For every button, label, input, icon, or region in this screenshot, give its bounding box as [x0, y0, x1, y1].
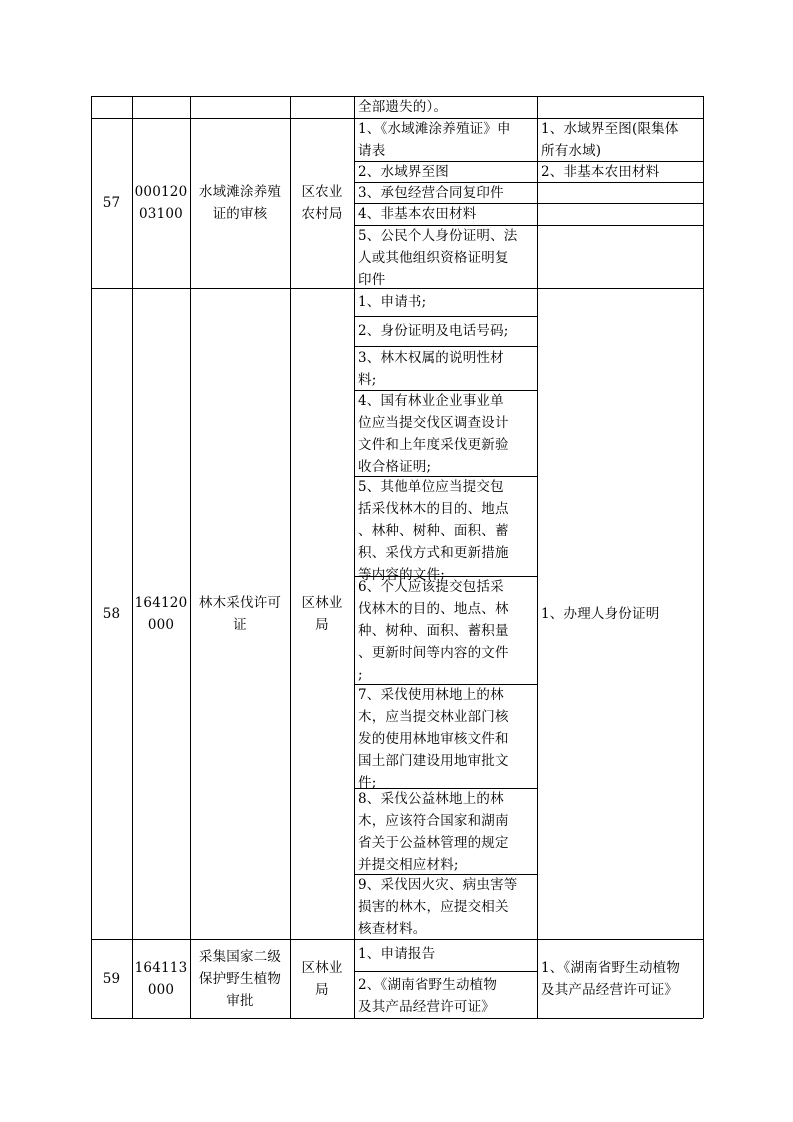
item-code: 000120 03100	[134, 184, 188, 222]
other-material-item: 1、水域界至图(限集体 所有水域)	[541, 121, 679, 159]
item-name: 采集国家二级 保护野生植物 审批	[198, 948, 282, 1009]
item-department: 区林业 局	[301, 594, 343, 633]
table-right-border	[703, 96, 704, 1018]
other-material-item: 2、非基本农田材料	[541, 164, 660, 180]
item-name: 水域滩涂养殖 证的审核	[198, 184, 282, 222]
requirement-item: 2、《湖南省野生动植物 及其产品经营许可证》	[358, 977, 498, 1015]
requirement-item: 5、其他单位应当提交包 括采伐林木的目的、地点 、林种、树种、面积、蓄 积、采伐方式和更新措施 等内容的文件;	[358, 479, 509, 583]
continuation-text: 全部遗失的）。	[358, 99, 448, 115]
requirement-item: 4、国有林业企业事业单 位应当提交伐区调查设计 文件和上年度采伐更新验 收合格证明;	[358, 393, 509, 475]
requirement-item: 8、采伐公益林地上的林 木，应该符合国家和湖南 省关于公益林管理的规定 并提交相应材料;	[358, 791, 509, 873]
requirement-item: 6、个人应该提交包括采 伐林木的目的、地点、林 种、树种、面积、蓄积量 、更新时间等内容的文件 ;	[358, 579, 509, 683]
item-code: 164120 000	[134, 594, 188, 633]
sub-row-divider	[354, 316, 537, 317]
other-material-item: 1、《湖南省野生动植物 及其产品经营许可证》	[541, 959, 681, 998]
item-number: 58	[102, 605, 121, 622]
item-name: 林木采伐许可 证	[198, 594, 282, 633]
sub-row-divider	[354, 971, 537, 972]
item-number: 57	[102, 195, 121, 211]
requirement-item: 1、申请报告	[358, 946, 436, 962]
requirement-item: 3、林木权属的说明性材 料;	[358, 350, 504, 388]
requirement-item: 2、身份证明及电话号码;	[358, 323, 509, 339]
requirement-item: 1、申请书;	[358, 294, 427, 310]
item-number: 59	[102, 970, 121, 987]
other-material-item: 1、办理人身份证明	[541, 605, 660, 622]
requirement-item: 9、采伐因火灾、病虫害等 损害的林木，应提交相关 核查材料。	[358, 877, 518, 937]
item-department: 区农业 农村局	[301, 184, 343, 222]
requirement-item: 1、《水域滩涂养殖证》申 请表	[358, 121, 511, 159]
requirement-item: 3、承包经营合同复印件	[358, 185, 504, 201]
requirement-item: 7、采伐使用林地上的林 木，应当提交林业部门核 发的使用林地审核文件和 国土部门建设用地审批文 件;	[358, 687, 509, 791]
requirement-item: 2、水域界至图	[358, 164, 449, 180]
item-department: 区林业 局	[301, 959, 343, 998]
table-bottom-border	[91, 1018, 703, 1019]
requirement-item: 4、非基本农田材料	[358, 206, 477, 222]
item-code: 164113 000	[134, 959, 188, 998]
requirement-item: 5、公民个人身份证明、法 人或其他组织资格证明复 印件	[358, 228, 518, 288]
